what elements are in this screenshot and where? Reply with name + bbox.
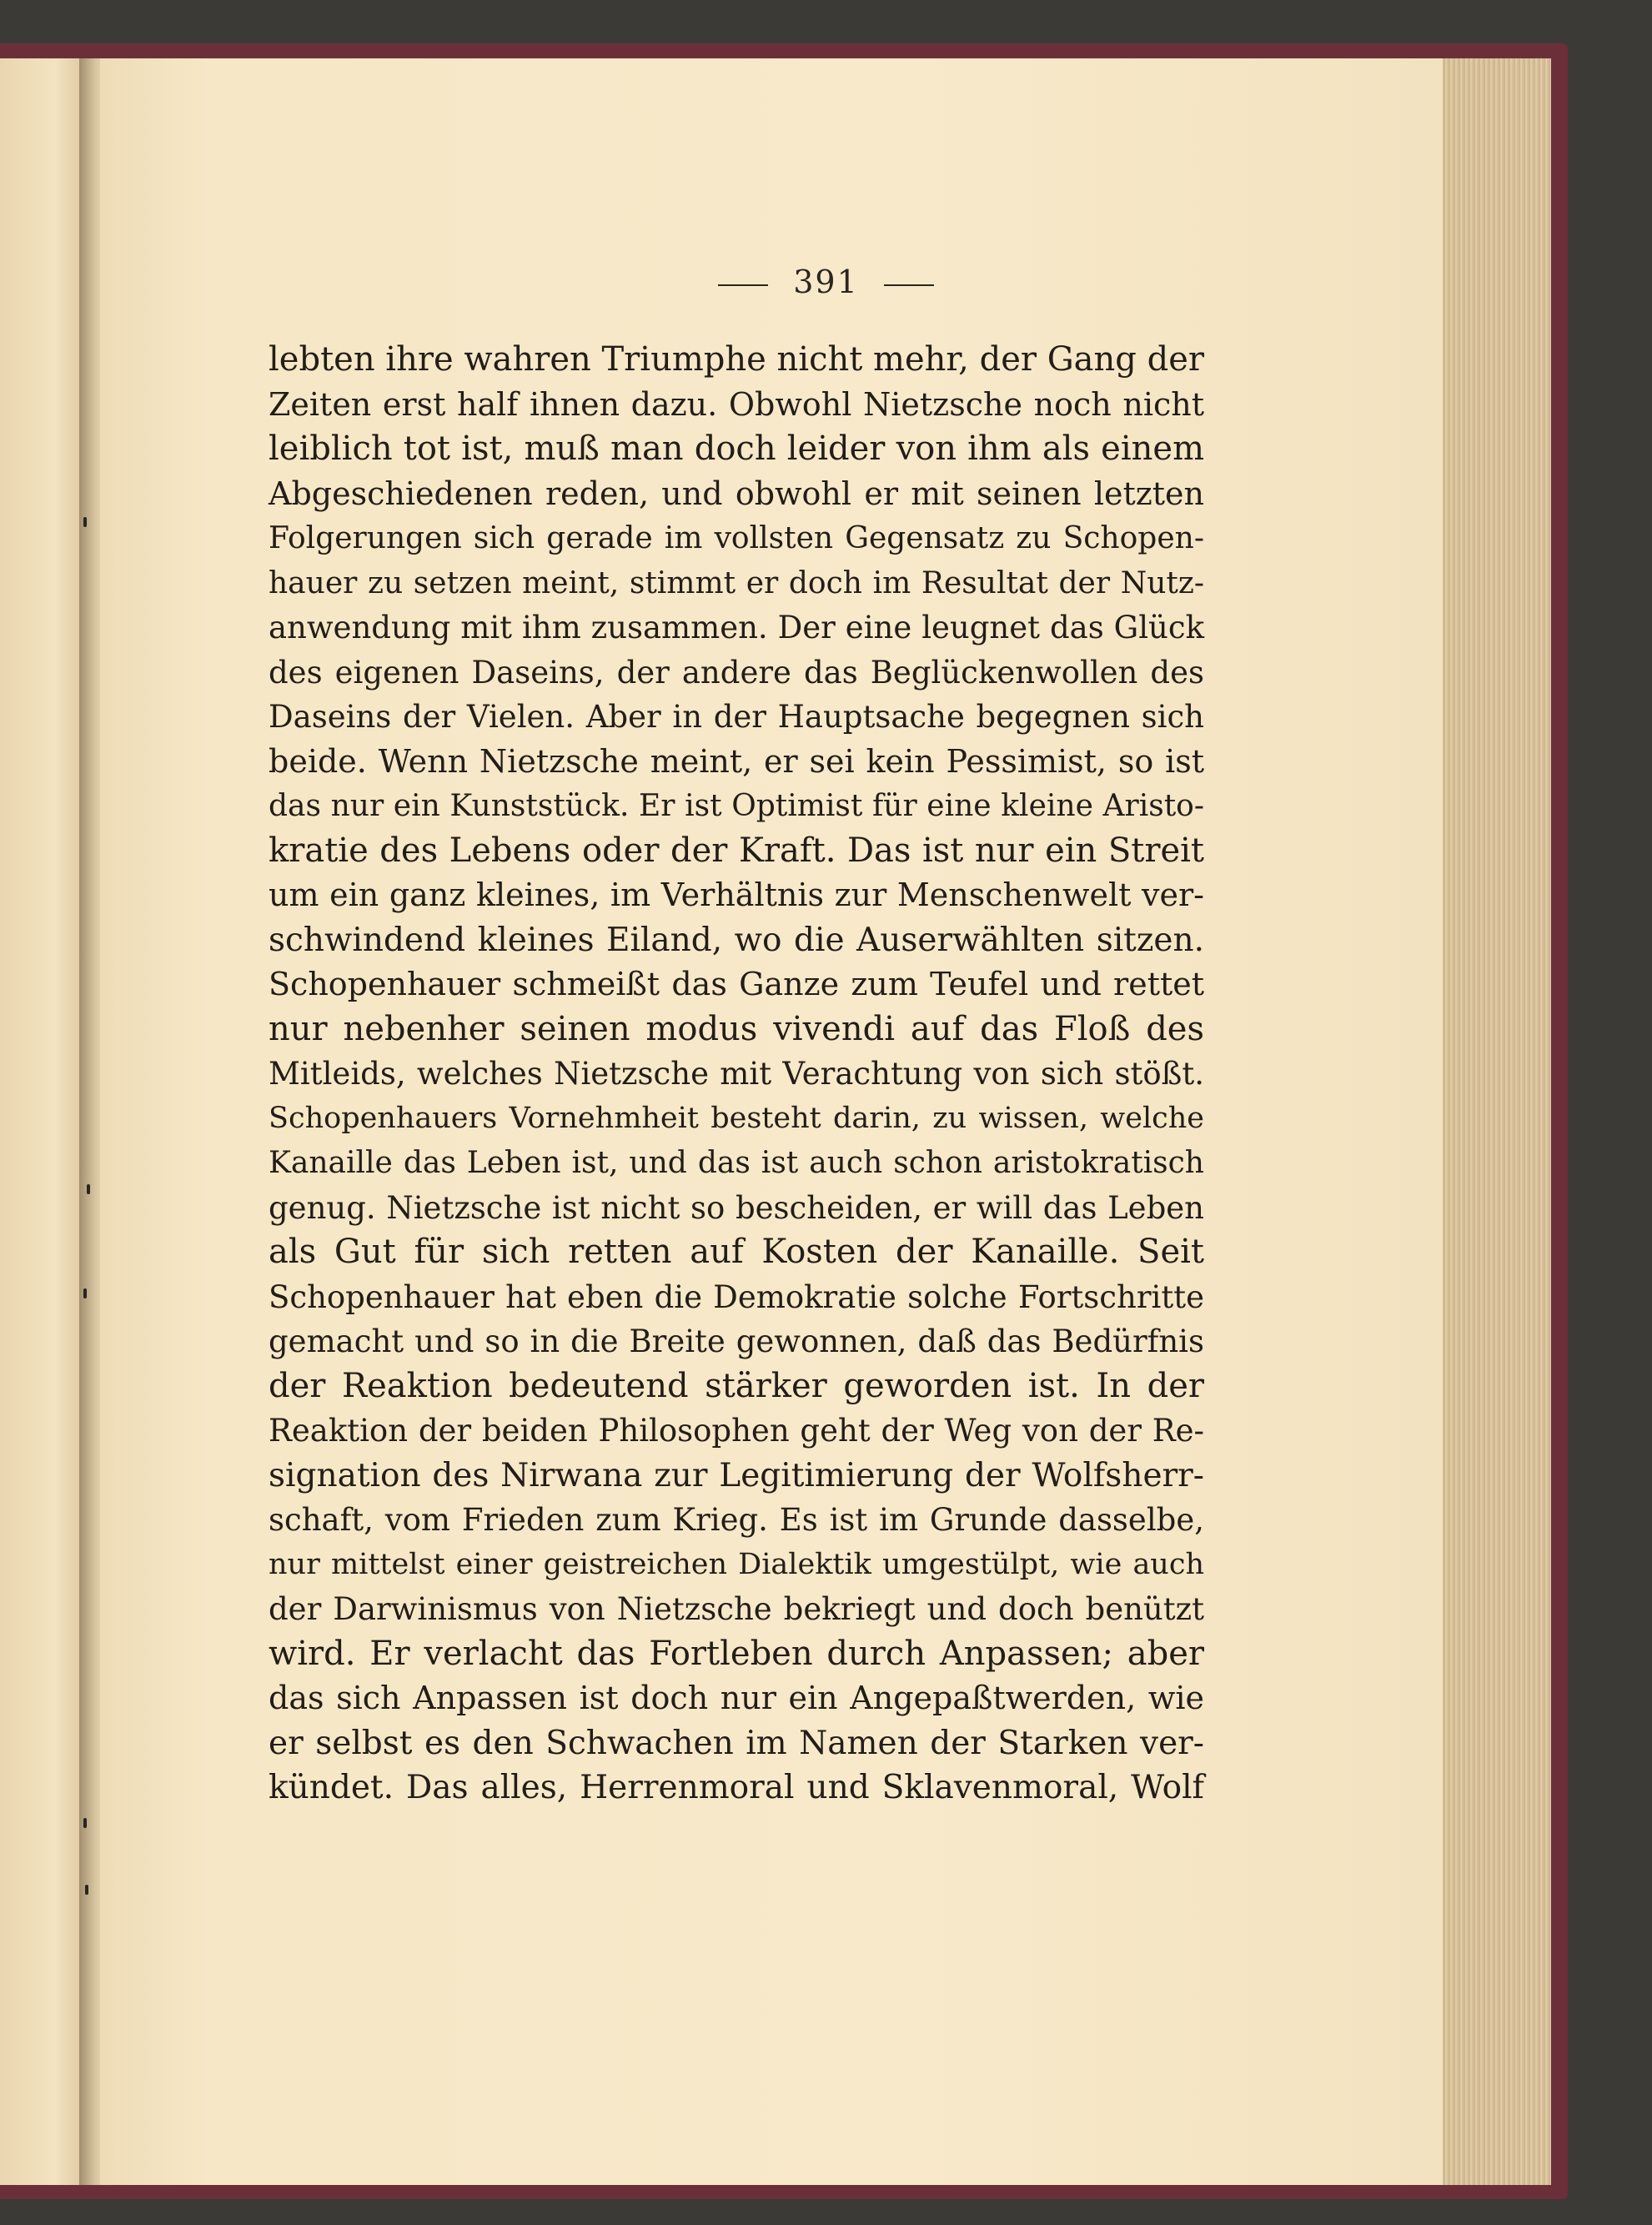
page-number: 391 [793,264,859,300]
text-line: der Darwinismus von Nietzsche bekriegt und doch benützt [269,1591,1204,1627]
body-text [269,338,1204,1811]
text-line: das nur ein Kunststück. Er ist Optimist für eine kleine Aristo- [269,789,1204,823]
text-line: nur nebenher seinen modus vivendi auf das Floß des [269,1009,1204,1048]
text-line: des eigenen Daseins, der andere das Beglückenwollen des [269,654,1204,691]
margin-mark [83,517,87,527]
text-line: anwendung mit ihm zusammen. Der eine leugnet das Glück [269,610,1204,645]
text-line: beide. Wenn Nietzsche meint, er sei kein Pessimist, so ist [269,742,1204,780]
text-line: signation des Nirwana zur Legitimierung der Wolfsherr- [269,1456,1204,1494]
margin-mark [83,1818,87,1828]
text-line: Kanaille das Leben ist, und das ist auch schon aristokratisch [269,1146,1204,1180]
margin-mark [85,1885,88,1895]
text-line: Schopenhauer schmeißt das Ganze zum Teufel und rettet [269,966,1204,1002]
margin-mark [83,1288,87,1298]
header-dash-right [884,284,934,286]
text-line: kündet. Das alles, Herrenmoral und Sklavenmoral, Wolf [269,1769,1204,1806]
text-line: das sich Anpassen ist doch nur ein Angepaßtwerden, wie [269,1680,1204,1716]
text-line: Schopenhauers Vornehmheit besteht darin, zu wissen, welche [269,1101,1204,1135]
text-line: Mitleids, welches Nietzsche mit Verachtung von sich stößt. [269,1056,1204,1092]
page-header [0,264,1652,300]
text-line: wird. Er verlacht das Fortleben durch Anpassen; aber [269,1634,1204,1673]
text-line: gemacht und so in die Breite gewonnen, daß das Bedürfnis [269,1323,1204,1359]
text-line: Schopenhauer hat eben die Demokratie solche Fortschritte [269,1278,1204,1315]
text-line: um ein ganz kleines, im Verhältnis zur Menschenwelt ver- [269,876,1204,913]
margin-mark [87,1184,90,1194]
facing-page [0,58,92,2185]
text-line: schaft, vom Frieden zum Krieg. Es ist im Grunde dasselbe, [269,1502,1204,1538]
page-block-edges [1443,58,1551,2185]
text-line: hauer zu setzen meint, stimmt er doch im Resultat der Nutz- [269,565,1204,600]
text-line: nur mittelst einer geistreichen Dialektik umgestülpt, wie auch [269,1547,1204,1581]
text-line: Daseins der Vielen. Aber in der Hauptsache begegnen sich [269,699,1204,735]
header-dash-left [718,284,768,286]
text-line: lebten ihre wahren Triumphe nicht mehr, der Gang der [269,340,1204,379]
text-line: Zeiten erst half ihnen dazu. Obwohl Nietzsche noch nicht [269,385,1204,423]
text-line: Folgerungen sich gerade im vollsten Gegensatz zu Schopen- [269,521,1204,555]
text-line: er selbst es den Schwachen im Namen der Starken ver- [269,1724,1204,1762]
text-line: genug. Nietzsche ist nicht so bescheiden, er will das Leben [269,1189,1204,1226]
text-line: Reaktion der beiden Philosophen geht der Weg von der Re- [269,1413,1204,1449]
text-line: schwindend kleines Eiland, wo die Auserwählten sitzen. [269,921,1204,959]
text-line: leiblich tot ist, muß man doch leider von ihm als einem [269,429,1204,468]
text-line: der Reaktion bedeutend stärker geworden ist. In der [269,1366,1204,1405]
text-line: kratie des Lebens oder der Kraft. Das ist nur ein Streit [269,831,1204,870]
text-line: als Gut für sich retten auf Kosten der Kanaille. Seit [269,1233,1204,1271]
text-line: Abgeschiedenen reden, und obwohl er mit seinen letzten [269,475,1204,512]
